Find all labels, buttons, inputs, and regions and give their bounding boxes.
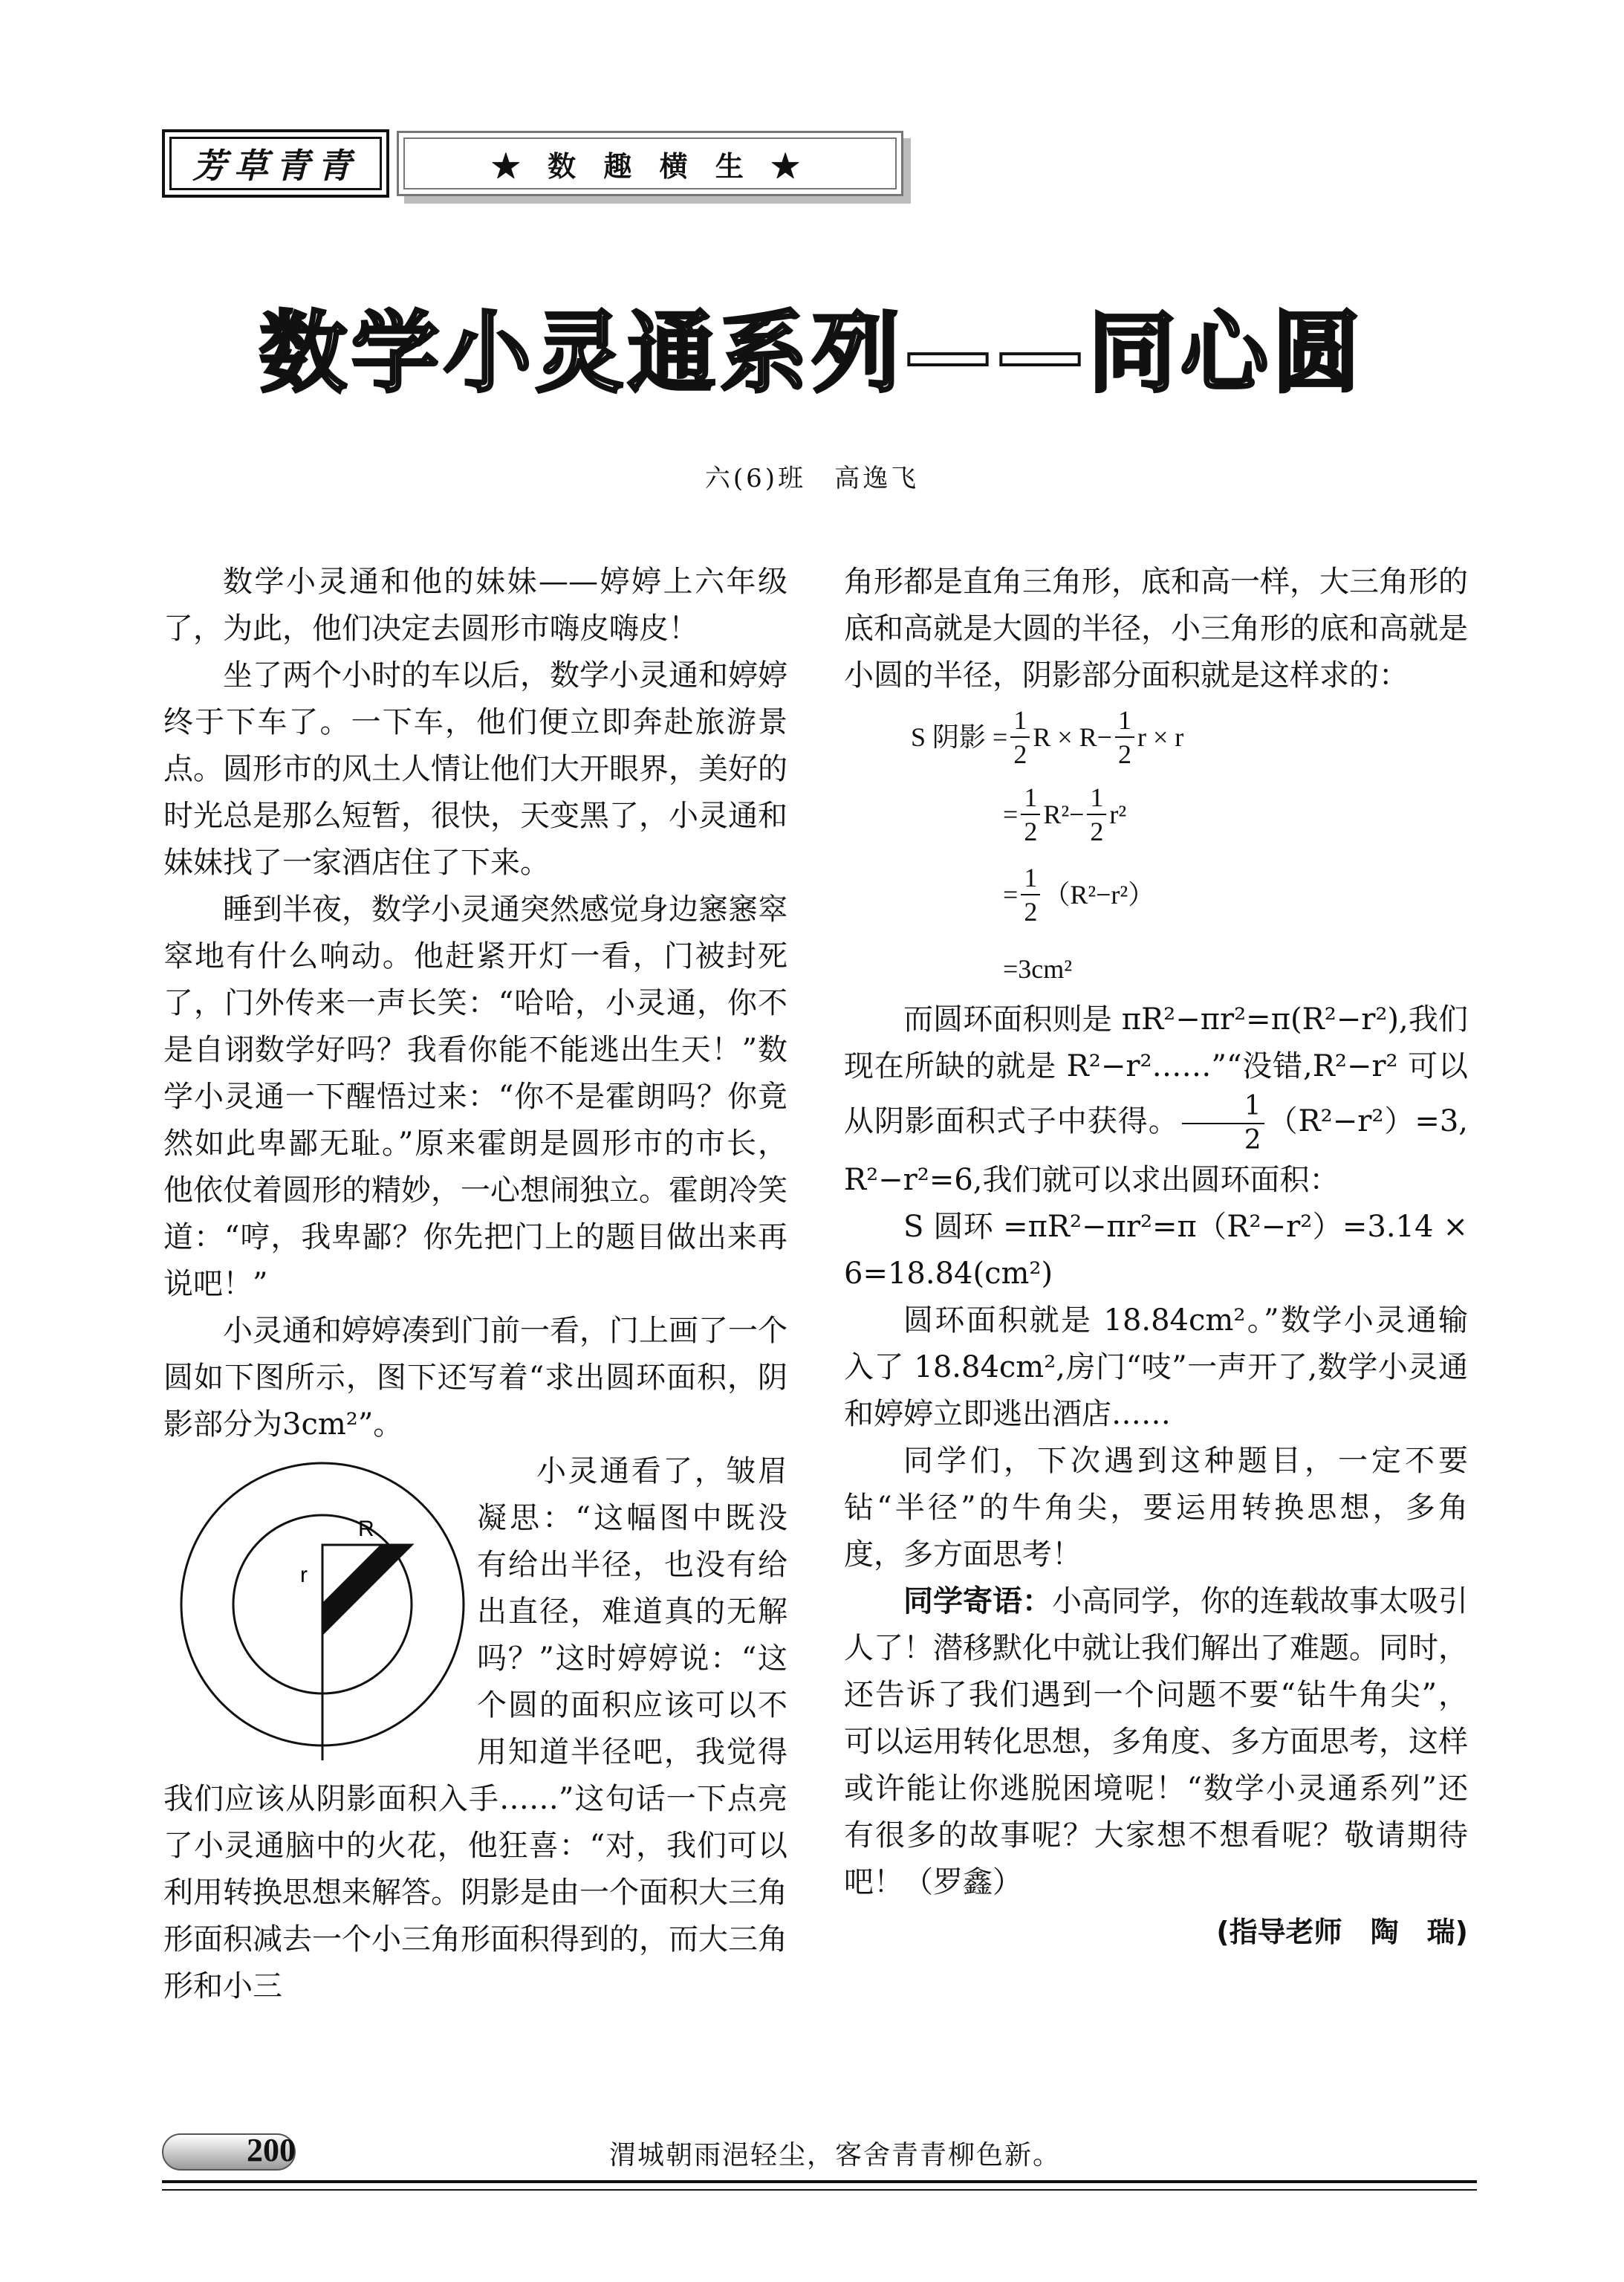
concentric-circle-diagram (163, 1448, 470, 1760)
right-column (844, 559, 1468, 1956)
paragraph: S 圆环 =πR²−πr²=π（R²−r²）=3.14 × 6=18.84(cm²) (844, 1210, 1468, 1291)
paragraph: 小灵通和婷婷凑到门前一看，门上画了一个圆如下图所示，图下还写着“求出圆环面积，阴影部分为3cm²”。 (163, 1314, 787, 1442)
concentric-circle-figure (163, 1448, 470, 1760)
paragraph: 小灵通看了，皱眉凝思：“这幅图中既没有给出半径，也没有给出直径，难道真的无解吗？”这时婷婷说：“这个圆的面积应该可以不用知道半径吧，我觉得我们应该从阴影面积入手……”这句话一下点亮了小灵通脑中的火花，他狂喜：“对，我们可以利用转换思想来解答。阴影是由一个面积大三角形面积减去一个小三角形面积得到的，而大三角形和小三 (163, 1454, 787, 2003)
column-tag: 芳草青青 (169, 137, 382, 190)
shaded-area-formula (844, 699, 1468, 996)
paragraph: 坐了两个小时的车以后，数学小灵通和婷婷终于下车了。一下车，他们便立即奔赴旅游景点。圆形市的风土人情让他们大开眼界，美好的时光总是那么短暂，很快，天变黑了，小灵通和妹妹找了一家酒店住了下来。 (163, 658, 787, 880)
column-tag-box (162, 129, 389, 198)
formula-line-2: = $\frac{1}{2}$ R²− $\frac{1}{2}$ r² (1003, 782, 1127, 846)
formula-line-1: S 阴影 = $\frac{1}{2}$ R × R− $\frac{1}{2}$ r × r (911, 705, 1184, 769)
section-tag: ★ 数 趣 横 生 ★ (403, 137, 897, 189)
radius-r-label: r (300, 1563, 308, 1587)
paragraph: 同学们，下次遇到这种题目，一定不要钻“半径”的牛角尖，要运用转换思想，多角度，多方面思考！ (844, 1444, 1468, 1572)
paragraph: 圆环面积就是 18.84cm²。”数学小灵通输入了 18.84cm²,房门“吱”一声开了,数学小灵通和婷婷立即逃出酒店…… (844, 1303, 1468, 1431)
header-shadow-bottom (404, 196, 911, 204)
paragraph: 数学小灵通和他的妹妹——婷婷上六年级了，为此，他们决定去圆形市嗨皮嗨皮！ (163, 565, 787, 646)
section-tag-box (397, 131, 903, 196)
paragraph: 而圆环面积则是 πR²−πr²=π(R²−r²),我们现在所缺的就是 R²−r²……”“没错,R²−r² 可以从阴影面积式子中获得。 $\frac{1}{2}$ （R²−r²）=3, R²−r²=6,我们就可以求出圆环面积： (844, 1002, 1469, 1197)
footer-rule (162, 2180, 1477, 2183)
advisor-credit: (指导老师 陶 瑞) (1216, 1916, 1468, 1948)
formula-line-4: =3cm² (1003, 954, 1073, 984)
comment-label: 同学寄语： (903, 1584, 1052, 1618)
editor-comment (844, 1578, 1468, 1906)
paragraph: 睡到半夜，数学小灵通突然感觉身边窸窸窣窣地有什么响动。他赶紧开灯一看，门被封死了，门外传来一声长笑：“哈哈，小灵通，你不是自诩数学好吗？我看你能不能逃出生天！”数学小灵通一下醒悟过来：“你不是霍朗吗？你竟然如此卑鄙无耻。”原来霍朗是圆形市的市长，他依仗着圆形的精妙，一心想闹独立。霍朗冷笑道：“哼，我卑鄙？你先把门上的题目做出来再说吧！” (163, 892, 787, 1301)
article-author: 六(6)班 高逸飞 (704, 464, 920, 493)
article-title: 数学小灵通系列——同心圆 (259, 302, 1365, 404)
page-number: 200 (247, 2132, 296, 2168)
footer-poem: 渭城朝雨浥轻尘，客舍青青柳色新。 (609, 2140, 1062, 2171)
comment-text: 小高同学，你的连载故事太吸引人了！潜移默化中就让我们解出了难题。同时，还告诉了我们遇到一个问题不要“钻牛角尖”，可以运用转化思想，多角度、多方面思考，这样或许能让你逃脱困境呢！“数学小灵通系列”还有很多的故事呢？大家想不想看呢？敬请期待吧！（罗鑫） (844, 1584, 1468, 1899)
formula-line-3: = $\frac{1}{2}$ （R²−r²） (1003, 863, 1155, 927)
paragraph: 角形都是直角三角形，底和高一样，大三角形的底和高就是大圆的半径，小三角形的底和高就是小圆的半径，阴影部分面积就是这样求的： (844, 565, 1468, 693)
footer-rule-thin (162, 2189, 1477, 2191)
left-column (163, 559, 787, 2010)
header-shadow (903, 138, 911, 204)
radius-R-label: R (358, 1517, 374, 1541)
